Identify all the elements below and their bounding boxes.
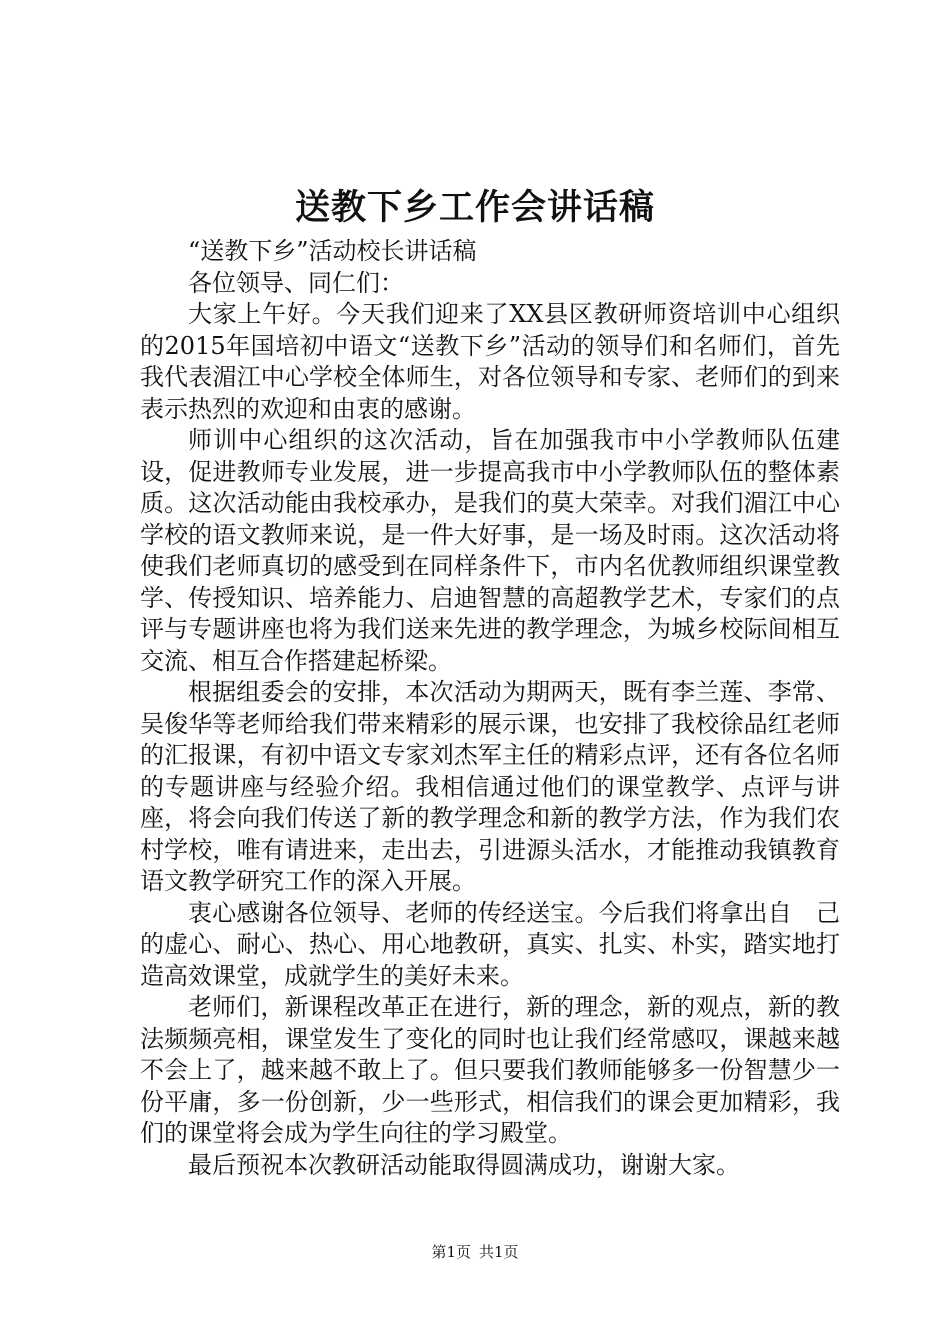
body-paragraph: 老师们，新课程改革正在进行，新的理念，新的观点，新的教法频频亮相，课堂发生了变化的同时也让我们经常感叹，课越来越不会上了，越来越不敢上了。但只要我们教师能够多一份智慧少一份平庸，多一份创新，少一些形式，相信我们的课会更加精彩，我们的课堂将会成为学生向往的学习殿堂。 (140, 993, 840, 1147)
closing-paragraph: 最后预祝本次教研活动能取得圆满成功，谢谢大家。 (188, 1150, 740, 1179)
body-paragraph: 师训中心组织的这次活动，旨在加强我市中小学教师队伍建设，促进教师专业发展，进一步提高我市中小学教师队伍的整体素质。这次活动能由我校承办，是我们的莫大荣幸。对我们湄江中心学校的语文教师来说，是一件大好事，是一场及时雨。这次活动将使我们老师真切的感受到在同样条件下，市内名优教师组织课堂教学、传授知识、培养能力、启迪智慧的高超教学艺术，专家们的点评与专题讲座也将为我们送来先进的教学理念，为城乡校际间相互交流、相互合作搭建起桥梁。 (140, 426, 840, 675)
subtitle-paragraph: “送教下乡”活动校长讲话稿 (188, 237, 477, 265)
document-body (140, 236, 840, 1181)
body-paragraph: 根据组委会的安排，本次活动为期两天，既有李兰莲、李常、吴俊华等老师给我们带来精彩的展示课，也安排了我校徐品红老师的汇报课，有初中语文专家刘杰军主任的精彩点评，还有各位名师的专题讲座与经验介绍。我相信通过他们的课堂教学、点评与讲座，将会向我们传送了新的教学理念和新的教学方法，作为我们农村学校，唯有请进来，走出去，引进源头活水，才能推动我镇教育语文教学研究工作的深入开展。 (140, 678, 840, 895)
salutation-paragraph: 各位领导、同仁们： (188, 268, 404, 297)
body-paragraph: 大家上午好。今天我们迎来了XX县区教研师资培训中心组织的2015年国培初中语文“送教下乡”活动的领导们和名师们，首先我代表湄江中心学校全体师生，对各位领导和专家、老师们的到来表示热烈的欢迎和由衷的感谢。 (140, 300, 840, 423)
page-total: 共1页 (479, 1243, 519, 1261)
document-title: 送教下乡工作会讲话稿 (294, 188, 655, 228)
page-footer (0, 1242, 950, 1262)
body-paragraph: 衷心感谢各位领导、老师的传经送宝。今后我们将拿出自 己的虚心、耐心、热心、用心地教研，真实、扎实、朴实，踏实地打造高效课堂，成就学生的美好未来。 (140, 898, 840, 990)
page-number: 第1页 (431, 1243, 471, 1261)
